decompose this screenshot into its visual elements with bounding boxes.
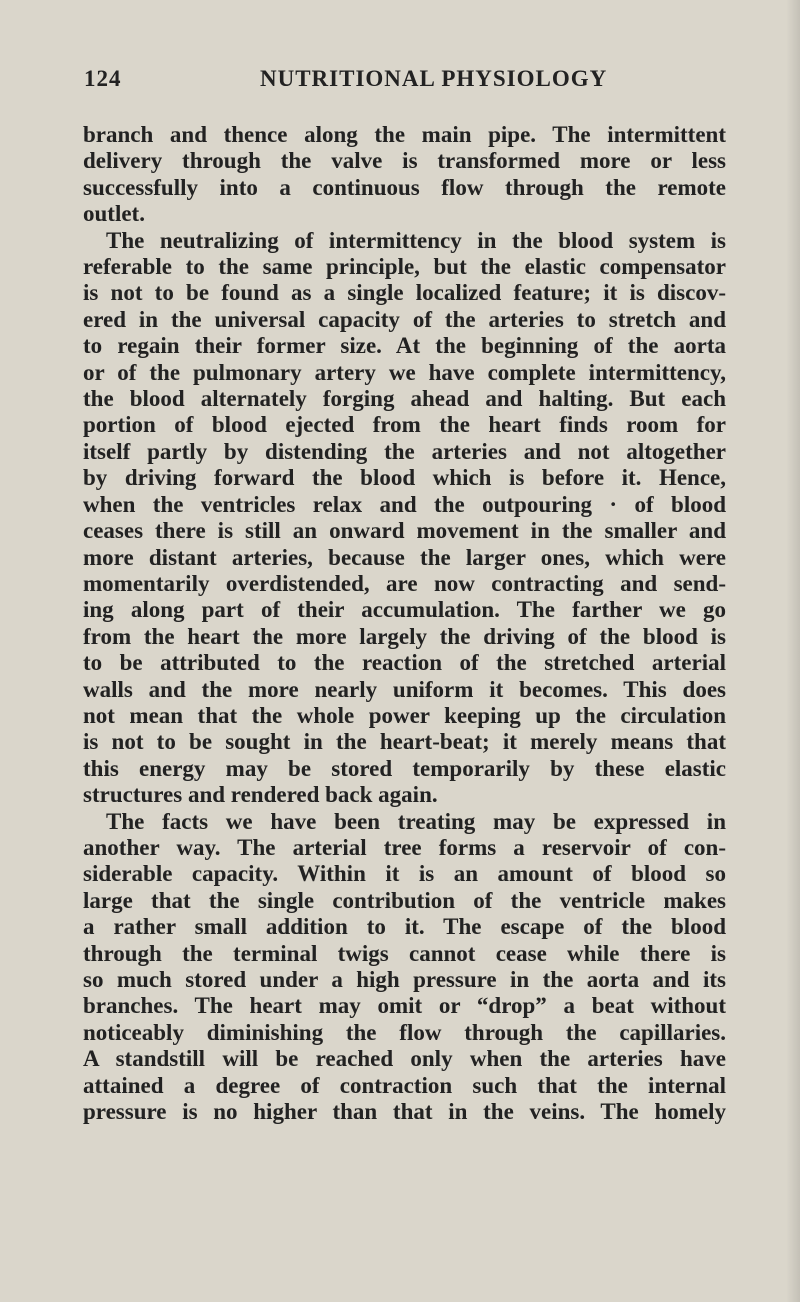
paragraph-2 <box>83 228 726 809</box>
text-line: walls and the more nearly uniform it becomes. This does <box>83 676 726 702</box>
text-line: by driving forward the blood which is before it. Hence, <box>83 465 726 491</box>
paragraph-3 <box>83 809 726 1126</box>
text-line: this energy may be stored temporarily by these elastic <box>83 755 726 781</box>
text-line: ered in the universal capacity of the arteries to stretch and <box>83 306 726 332</box>
paragraph-1 <box>83 122 726 228</box>
text-line: successfully into a continuous flow through the remote <box>83 174 726 200</box>
text-line: pressure is no higher than that in the veins. The homely <box>83 1099 726 1125</box>
page-header-title: NUTRITIONAL PHYSIOLOGY <box>260 66 608 91</box>
text-line: The facts we have been treating may be expressed in <box>106 808 726 834</box>
text-line: branch and thence along the main pipe. The intermittent <box>83 122 726 147</box>
text-line: large that the single contribution of the ventricle makes <box>83 887 726 913</box>
running-head <box>84 66 726 98</box>
text-line: more distant arteries, because the larger ones, which were <box>83 544 726 570</box>
text-line: referable to the same principle, but the elastic compensator <box>83 254 726 280</box>
text-line: branches. The heart may omit or “drop” a beat without <box>83 993 726 1019</box>
text-line: through the terminal twigs cannot cease while there is <box>83 940 726 966</box>
text-line: The neutralizing of intermittency in the blood system is <box>106 227 726 253</box>
text-line: is not to be found as a single localized feature; it is discov- <box>83 280 726 306</box>
text-line: a rather small addition to it. The escape of the blood <box>83 914 726 940</box>
text-line: the blood alternately forging ahead and halting. But each <box>83 386 726 412</box>
text-line: structures and rendered back again. <box>83 782 438 808</box>
text-line: attained a degree of contraction such that the internal <box>83 1072 726 1098</box>
text-line: is not to be sought in the heart-beat; it merely means that <box>83 729 726 755</box>
text-line: delivery through the valve is transformed more or less <box>83 148 726 174</box>
text-line: from the heart the more largely the driving of the blood is <box>83 623 726 649</box>
text-line: noticeably diminishing the flow through the capillaries. <box>83 1019 726 1045</box>
text-line: another way. The arterial tree forms a reservoir of con- <box>83 834 726 860</box>
body-text <box>83 122 726 1125</box>
text-line: so much stored under a high pressure in the aorta and its <box>83 967 726 992</box>
page-number: 124 <box>84 66 122 91</box>
text-line: not mean that the whole power keeping up the circulation <box>83 702 726 728</box>
text-line: ing along part of their accumulation. The farther we go <box>83 597 726 623</box>
text-line: siderable capacity. Within it is an amount of blood so <box>83 861 726 887</box>
text-line: itself partly by distending the arteries and not altogether <box>83 438 726 464</box>
text-line: to be attributed to the reaction of the stretched arterial <box>83 650 726 676</box>
text-line: ceases there is still an onward movement in the smaller and <box>83 518 726 544</box>
text-line: A standstill will be reached only when the arteries have <box>83 1046 726 1072</box>
text-line: to regain their former size. At the beginning of the aorta <box>83 333 726 359</box>
text-line: when the ventricles relax and the outpouring · of blood <box>83 491 726 517</box>
text-line: momentarily overdistended, are now contracting and send- <box>83 570 726 596</box>
text-line: outlet. <box>83 201 145 227</box>
text-line: portion of blood ejected from the heart finds room for <box>83 412 726 438</box>
page-edge-shadow <box>786 0 800 1302</box>
text-line: or of the pulmonary artery we have complete intermittency, <box>83 359 726 385</box>
